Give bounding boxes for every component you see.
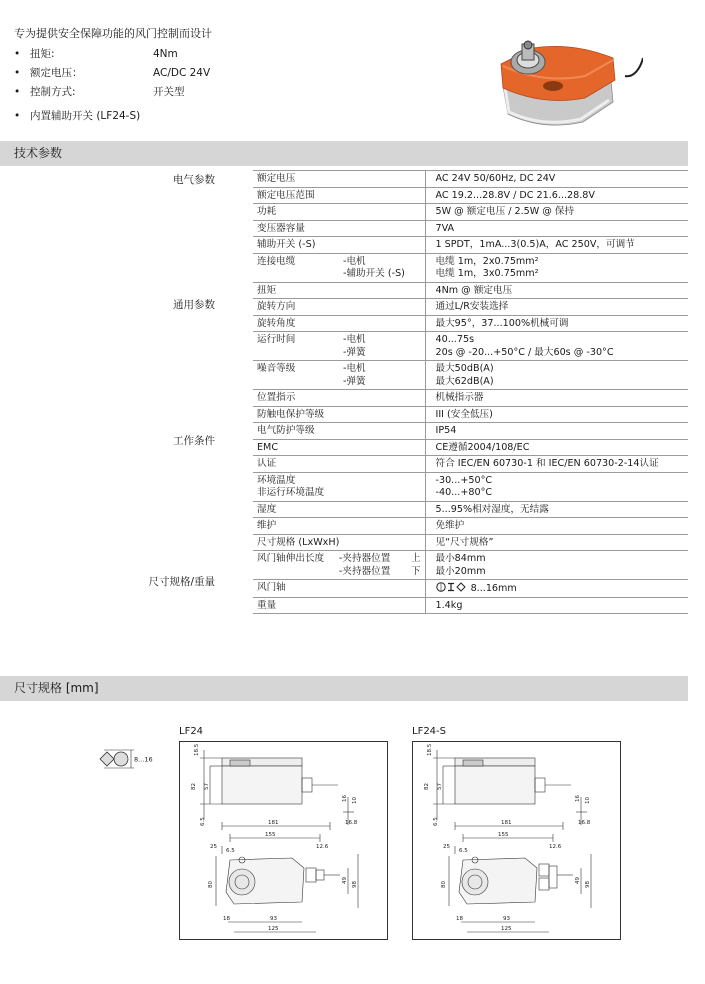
dim-label: 125 (268, 926, 279, 932)
table-row (253, 315, 688, 332)
dim-label: 93 (503, 916, 510, 922)
dim-label: 18 (223, 916, 230, 922)
spec-key: 内置辅助开关 (LF24-S) (30, 110, 141, 122)
param-position: 上 (410, 553, 421, 564)
group-dimensions-weight: 尺寸规格/重量 (148, 576, 215, 588)
dim-label: 93 (270, 916, 277, 922)
shaft-range-diagram (98, 747, 164, 771)
param-value: 8...16mm (470, 583, 517, 594)
dim-label: 10 (352, 797, 358, 804)
param-value: 最小20mm (435, 565, 486, 577)
dim-label: 16.8 (578, 820, 591, 826)
param-value-cell (425, 332, 688, 361)
table-row (253, 472, 688, 501)
param-value: 4Nm @ 额定电压 (425, 282, 688, 299)
dim-label: 49 (342, 877, 348, 884)
param-label: 重量 (253, 597, 425, 614)
param-sublabel: -弹簧 (343, 375, 366, 387)
dim-label: 16.8 (345, 820, 358, 826)
param-value-cell (425, 472, 688, 501)
param-label: 电气防护等级 (253, 423, 425, 440)
param-value: 20s @ -20...+50°C / 最大60s @ -30°C (435, 346, 614, 358)
param-value: 1 SPDT，1mA...3(0.5)A，AC 250V，可调节 (425, 237, 688, 254)
param-value: 电缆 1m，3x0.75mm² (435, 268, 539, 279)
param-value: AC 24V 50/60Hz, DC 24V (425, 171, 688, 188)
param-value-cell (425, 361, 688, 390)
dim-label: 82 (191, 783, 197, 790)
dim-label: 181 (268, 820, 279, 826)
table-row (253, 253, 688, 282)
param-value: 机械指示器 (425, 390, 688, 407)
shaft-range-label: 8...16 (134, 755, 153, 764)
param-value: 7VA (425, 220, 688, 237)
param-label: 风门轴 (253, 580, 425, 598)
param-sublabel: -电机 (343, 363, 366, 374)
dim-label: 10 (585, 797, 591, 804)
table-row (253, 332, 688, 361)
param-label: 连接电缆 (257, 255, 296, 267)
dim-label: 16 (342, 795, 348, 802)
dim-label: 80 (208, 881, 214, 888)
dim-label: 6.5 (433, 817, 439, 826)
param-value: III (安全低压) (425, 406, 688, 423)
section-dimensions: 尺寸规格 [mm] (0, 676, 688, 701)
param-position: 下 (410, 565, 421, 577)
table-row (253, 439, 688, 456)
param-value-cell (425, 551, 688, 580)
param-label: 噪音等级 (257, 363, 296, 374)
bullet: • (14, 110, 21, 122)
table-row (253, 171, 688, 188)
param-label-cell (253, 332, 425, 361)
dim-label: 155 (265, 832, 276, 838)
dim-label: 18.5 (427, 743, 433, 756)
param-value: 40...75s (435, 334, 475, 345)
param-label: 额定电压范围 (253, 187, 425, 204)
dim-label: 12.6 (316, 844, 329, 850)
param-sublabel: -夹持器位置 (338, 553, 391, 564)
dim-label: 18 (456, 916, 463, 922)
drawing-lf24s (412, 741, 621, 940)
param-label-cell (253, 551, 425, 580)
param-value-cell (425, 580, 688, 598)
dim-label: 181 (501, 820, 512, 826)
table-row (253, 580, 688, 598)
group-general: 通用参数 (173, 299, 215, 311)
dim-label: 16 (575, 795, 581, 802)
table-row (253, 204, 688, 221)
spec-key: 扭矩: (30, 48, 55, 60)
table-row (253, 597, 688, 614)
spec-value: 开关型 (153, 86, 185, 98)
dimension-drawing (413, 742, 622, 941)
drawing-title-lf24: LF24 (179, 726, 204, 737)
dim-label: 12.6 (549, 844, 562, 850)
spec-key: 控制方式: (30, 86, 76, 98)
drawing-lf24 (179, 741, 388, 940)
actuator-product-image (493, 36, 643, 131)
param-label: 额定电压 (253, 171, 425, 188)
dim-label: 80 (441, 881, 447, 888)
param-value: IP54 (425, 423, 688, 440)
table-row (253, 187, 688, 204)
param-label: 非运行环境温度 (257, 487, 325, 498)
param-value: 最大95°，37...100%机械可调 (425, 315, 688, 332)
dim-label: 125 (501, 926, 512, 932)
table-row (253, 282, 688, 299)
intro-title: 专为提供安全保障功能的风门控制而设计 (14, 27, 212, 40)
table-row (253, 390, 688, 407)
param-value-cell (425, 253, 688, 282)
param-label: EMC (253, 439, 425, 456)
param-value: 最大50dB(A) (435, 363, 494, 374)
table-row (253, 456, 688, 473)
dim-label: 25 (443, 844, 450, 850)
table-row (253, 299, 688, 316)
table-row (253, 220, 688, 237)
bullet: • (14, 67, 21, 79)
param-value: CE遵循2004/108/EC (425, 439, 688, 456)
dim-label: 98 (352, 881, 358, 888)
param-label-cell (253, 253, 425, 282)
dim-label: 57 (204, 783, 210, 790)
spec-value: 4Nm (153, 48, 178, 60)
drawing-title-lf24s: LF24-S (412, 726, 447, 737)
dim-label: 98 (585, 881, 591, 888)
dim-label: 18.5 (194, 743, 200, 756)
dim-label: 49 (575, 877, 581, 884)
param-value: 见“尺寸规格” (425, 534, 688, 551)
param-value: 5...95%相对湿度，无结露 (425, 501, 688, 518)
dim-label: 6.5 (200, 817, 206, 826)
param-value: AC 19.2...28.8V / DC 21.6...28.8V (425, 187, 688, 204)
group-electrical: 电气参数 (173, 174, 215, 186)
spec-key: 额定电压： (30, 67, 83, 79)
table-row (253, 423, 688, 440)
bullet: • (14, 48, 21, 60)
table-row (253, 518, 688, 535)
dim-label: 57 (437, 783, 443, 790)
param-label: 维护 (253, 518, 425, 535)
param-label: 功耗 (253, 204, 425, 221)
param-value: 1.4kg (425, 597, 688, 614)
param-label: 认证 (253, 456, 425, 473)
param-label: 变压器容量 (253, 220, 425, 237)
group-operating: 工作条件 (173, 435, 215, 447)
param-value: 最大62dB(A) (435, 375, 494, 387)
dim-label: 25 (210, 844, 217, 850)
param-label: 环境温度 (257, 474, 296, 486)
param-label: 湿度 (253, 501, 425, 518)
table-row (253, 361, 688, 390)
dim-label: 155 (498, 832, 509, 838)
section-tech-params: 技术参数 (0, 141, 688, 166)
param-label: 辅助开关 (-S) (253, 237, 425, 254)
param-value: 电缆 1m，2x0.75mm² (435, 255, 539, 267)
param-sublabel: -夹持器位置 (338, 565, 391, 577)
param-sublabel: -电机 (343, 334, 366, 345)
param-label: 旋转方向 (253, 299, 425, 316)
param-label: 风门轴伸出长度 (257, 553, 325, 564)
param-label: 运行时间 (257, 334, 296, 345)
param-value: 免维护 (425, 518, 688, 535)
spec-value: AC/DC 24V (153, 67, 211, 79)
param-sublabel: -辅助开关 (-S) (343, 268, 405, 279)
param-label: 扭矩 (253, 282, 425, 299)
param-label: 防触电保护等级 (253, 406, 425, 423)
param-label: 旋转角度 (253, 315, 425, 332)
dim-label: 6.5 (459, 848, 468, 854)
param-sublabel: -弹簧 (343, 346, 366, 358)
param-value: 5W @ 额定电压 / 2.5W @ 保持 (425, 204, 688, 221)
table-row (253, 534, 688, 551)
param-label-cell (253, 361, 425, 390)
parameter-table (253, 170, 688, 614)
table-row (253, 501, 688, 518)
table-row (253, 237, 688, 254)
table-row (253, 551, 688, 580)
param-value: -40...+80°C (435, 487, 493, 498)
dim-label: 82 (424, 783, 430, 790)
param-label-cell (253, 472, 425, 501)
param-value: 最小84mm (435, 553, 486, 564)
param-label: 尺寸规格 (LxWxH) (253, 534, 425, 551)
param-value: -30...+50°C (435, 474, 493, 486)
param-value: 通过L/R安装选择 (425, 299, 688, 316)
shaft-shape-icon (436, 582, 468, 592)
param-sublabel: -电机 (343, 255, 366, 267)
dim-label: 6.5 (226, 848, 235, 854)
bullet: • (14, 86, 21, 98)
dimension-drawing (180, 742, 389, 941)
param-value: 符合 IEC/EN 60730-1 和 IEC/EN 60730-2-14认证 (425, 456, 688, 473)
table-row (253, 406, 688, 423)
param-label: 位置指示 (253, 390, 425, 407)
